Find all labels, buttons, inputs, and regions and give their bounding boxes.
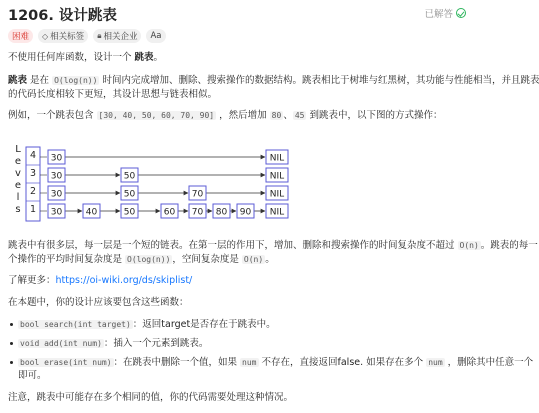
list-item-add (10, 336, 208, 351)
nil-label: NIL (269, 207, 285, 218)
note-paragraph (8, 390, 462, 405)
text: 个操作的平均时间复杂度是 (8, 254, 126, 265)
text: 、 (283, 110, 293, 121)
intro-paragraph-2-line-2 (8, 87, 462, 102)
node-value: 30 (50, 207, 63, 218)
inline-code: num (428, 358, 443, 367)
bold-term: 跳表 (134, 52, 154, 63)
related-companies-label: 相关企业 (103, 32, 138, 42)
inline-code: 80 (271, 111, 282, 120)
levels-label-char: l (16, 192, 20, 203)
level-number: 4 (29, 150, 37, 161)
nil-label: NIL (269, 153, 285, 164)
node-value: 80 (215, 207, 228, 218)
bullet-dot (10, 323, 13, 326)
text: 注意，跳表中可能存在多个相同的值，你的代码需要处理这种情况。 (8, 392, 294, 403)
inline-code: O(log(n)) (127, 255, 171, 264)
intro-paragraph-1 (8, 50, 462, 65)
intro-paragraph-2 (8, 73, 539, 88)
text: 的代码长度相较下更短，其设计思想与链表相似。 (8, 89, 218, 100)
node-value: 50 (123, 171, 136, 182)
font-size-label: Aa (150, 31, 162, 41)
node-value: 60 (163, 207, 176, 218)
levels-label-char: L (15, 144, 21, 155)
text: ，然后增加 (216, 110, 270, 121)
node-value: 70 (191, 207, 204, 218)
node-value: 50 (123, 207, 136, 218)
list-item-erase-line-2 (18, 368, 462, 383)
level-number: 1 (29, 204, 37, 215)
text: 时间内完成增加、删除、搜索操作的数据结构。跳表相比于树堆与红黑树，其功能与性能相当，并且跳表 (99, 75, 539, 86)
levels-label-char: e (14, 180, 22, 191)
text: ：插入一个元素到跳表。 (103, 338, 209, 349)
difficulty-badge: 困难 (8, 29, 33, 43)
level-number: 3 (29, 168, 37, 179)
list-item-search (10, 317, 276, 332)
node-value: 50 (123, 189, 136, 200)
lock-icon: 🔒︎ (97, 31, 102, 40)
text: 到跳表中，以下图的方式操作： (306, 110, 443, 121)
intro-paragraph-3 (8, 108, 462, 123)
node-value: 90 (239, 207, 252, 218)
text: 。跳表的每一 (480, 240, 538, 251)
tag-icon: ◇ (42, 31, 49, 41)
inline-code: bool erase(int num) (20, 358, 112, 367)
related-topics-button[interactable] (38, 29, 88, 43)
font-size-button[interactable] (146, 29, 165, 43)
levels-label-char: v (15, 168, 21, 179)
level-number: 2 (29, 186, 37, 197)
text: ，空间复杂度是 (172, 254, 242, 265)
node-value: 30 (50, 189, 63, 200)
inline-code: O(n) (243, 255, 264, 264)
problem-header (8, 4, 466, 24)
solved-label: 已解答 (424, 9, 453, 20)
text: 跳表中有很多层，每一层是一个短的链表。在第一层的作用下，增加、删除和搜索操作的时间复杂度不超过 (8, 240, 458, 251)
text: 例如，一个跳表包含 (8, 110, 97, 121)
description-paragraph-line-2 (8, 252, 462, 267)
learn-more-label: 了解更多： (8, 275, 56, 286)
tag-bar (8, 29, 166, 43)
node-value: 70 (191, 189, 204, 200)
text: 即可。 (18, 370, 47, 381)
related-topics-label: 相关标签 (50, 32, 85, 42)
task-statement (8, 295, 462, 310)
text: 。 (153, 52, 164, 63)
nil-label: NIL (269, 189, 285, 200)
inline-code: [30, 40, 50, 60, 70, 90] (98, 111, 215, 120)
solved-status (424, 6, 466, 20)
node-value: 30 (50, 153, 63, 164)
skiplist-link[interactable]: https://oi-wiki.org/ds/skiplist/ (55, 275, 193, 286)
text: 不存在，直接返回false. 如果存在多个 (258, 357, 427, 368)
inline-code: void add(int num) (20, 339, 102, 348)
check-circle-icon (456, 8, 466, 18)
inline-code: num (242, 358, 257, 367)
text: ：在跳表中删除一个值，如果 (113, 357, 241, 368)
related-companies-button[interactable] (93, 29, 141, 43)
bullet-dot (10, 342, 13, 345)
bold-term: 跳表 (8, 75, 28, 86)
description-paragraph (8, 238, 538, 253)
text: 在本题中，你的设计应该要包含这些函数： (8, 297, 189, 308)
problem-title: 1206. 设计跳表 (8, 7, 117, 24)
text: 不使用任何库函数，设计一个 (8, 52, 135, 63)
text: 是在 (27, 75, 53, 86)
levels-label-char: s (15, 204, 21, 215)
learn-more-line (8, 273, 462, 288)
text: ，删除其中任意一个 (444, 357, 534, 368)
inline-code: O(log(n)) (54, 76, 98, 85)
text: 。 (265, 254, 275, 265)
text: ：返回target是否存在于跳表中。 (132, 319, 276, 330)
skiplist-diagram (8, 140, 308, 222)
inline-code: O(n) (459, 241, 479, 250)
nil-label: NIL (269, 171, 285, 182)
bullet-dot (10, 361, 13, 364)
inline-code: 45 (294, 111, 305, 120)
node-value: 30 (50, 171, 63, 182)
levels-label-char: e (14, 156, 22, 167)
node-value: 40 (85, 207, 98, 218)
inline-code: bool search(int target) (20, 320, 131, 329)
